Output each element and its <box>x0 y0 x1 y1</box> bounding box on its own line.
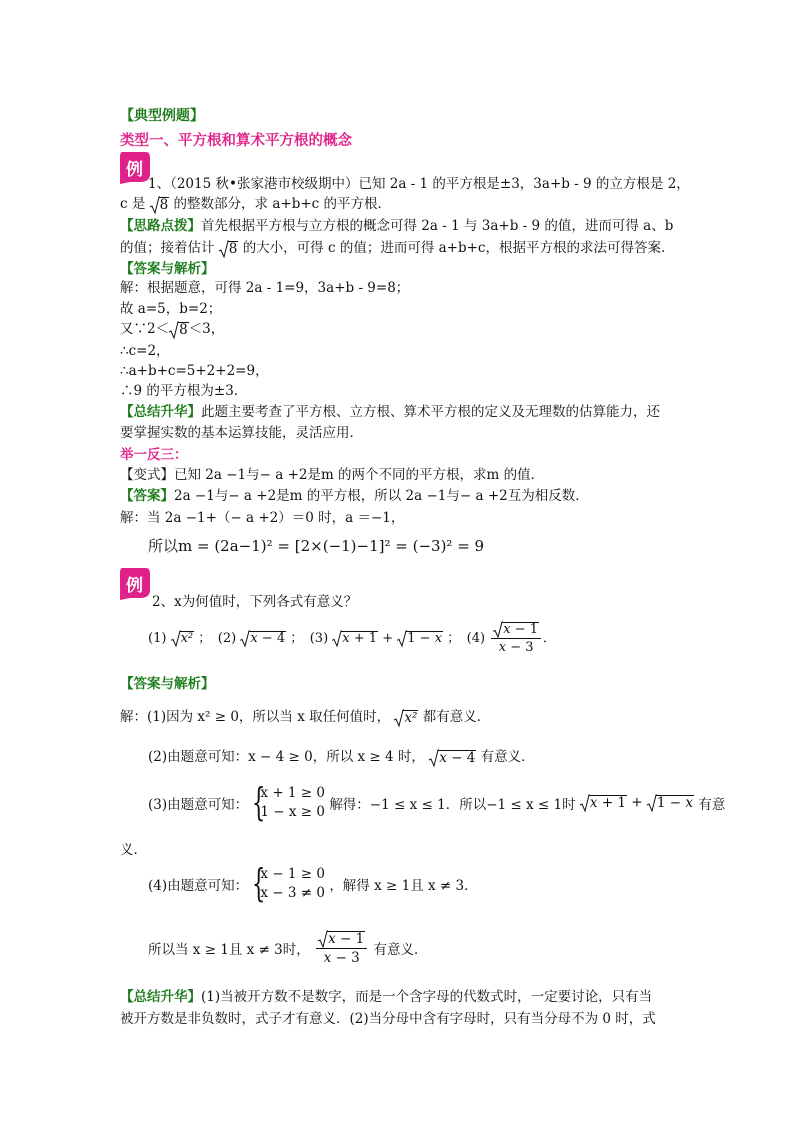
answer-label: 【答案与解析】 <box>120 261 215 277</box>
text: (4)由题意可知： <box>148 878 249 894</box>
example-badge-label: 例 <box>126 160 143 180</box>
sol-line3 <box>120 317 224 338</box>
inequality-system-4: { x − 1 ≥ 0 x − 3 ≠ 0 <box>252 861 326 905</box>
sqrt-8 <box>219 241 239 257</box>
answer-label: 【答案】 <box>120 488 174 504</box>
text: 的大小，可得 c 的值；进而可得 a+b+c，根据平方根的求法可得答案． <box>242 240 675 256</box>
sqrt-8 <box>150 197 170 213</box>
p4-line <box>148 861 478 905</box>
text: 2a −1与− a +2是m 的平方根，所以 2a −1与− a +2互为相反数． <box>174 488 589 504</box>
text: 都有意义． <box>422 709 491 725</box>
text: 有意义． <box>373 941 428 958</box>
sqrt-1-minus-x: 1 − x <box>647 795 694 811</box>
type1-title: 类型一、平方根和算术平方根的概念 <box>120 133 352 149</box>
sol-line2: 故 a=5，b=2； <box>120 301 222 317</box>
example2-question: 2、x为何值时，下列各式有意义？ <box>152 594 358 610</box>
sqrt-8 <box>169 322 189 338</box>
p3-wrap: 义． <box>120 842 147 858</box>
system-line: 1 − x ≥ 0 <box>260 804 326 820</box>
text: (2)由题意可知：x − 4 ≥ 0，所以 x ≥ 4 时， <box>148 749 425 765</box>
period: ． <box>543 631 557 646</box>
system-line: x − 1 ≥ 0 <box>260 866 326 882</box>
sqrt-x-squared: x² <box>171 631 195 646</box>
sqrt-x-minus-4: x − 4 <box>240 631 286 646</box>
p2-line <box>148 745 535 766</box>
radicand: 8 <box>179 321 188 338</box>
text: 此题主要考查了平方根、立方根、算术平方根的定义及无理数的估算能力，还 <box>201 404 660 420</box>
example2-items: (1) x² ； (2) x − 4 ； (3) x + 1 + 1 − x ； (4) $\frac{x - 1}{x - 3}$ ． <box>148 622 557 655</box>
system-line: x + 1 ≥ 0 <box>260 785 326 801</box>
inequality-system-3: { x + 1 ≥ 0 1 − x ≥ 0 <box>252 780 326 824</box>
typical-examples-heading: 【典型例题】 <box>120 108 204 124</box>
radicand: 8 <box>159 196 169 213</box>
example1-line2 <box>120 192 391 213</box>
system-line: x − 3 ≠ 0 <box>260 885 326 901</box>
sqrt-x-squared: x² <box>394 710 418 726</box>
p5-line <box>148 930 427 966</box>
text: 的整数部分，求 a+b+c 的平方根． <box>173 196 392 212</box>
text: 的值；接着估计 <box>120 240 215 256</box>
summary2-line2: 被开方数是非负数时，式子才有意义．(2)当分母中含有字母时，只有当分母不为 0 时，式 <box>120 1011 656 1027</box>
text: ＜3， <box>188 321 225 337</box>
item-1-label: (1) <box>148 631 167 646</box>
text: 有意义． <box>480 749 535 765</box>
sol-line6: ∴9 的平方根为±3． <box>120 383 248 399</box>
text: (3)由题意可知： <box>148 797 249 813</box>
p1-line <box>120 705 490 726</box>
sqrt-x-minus-4: x − 4 <box>429 750 476 766</box>
text: c 是 <box>120 196 146 212</box>
text: 又∵2＜ <box>120 321 170 337</box>
text: ，解得 x ≥ 1且 x ≠ 3． <box>329 878 478 894</box>
text: 解：(1)因为 x² ≥ 0，所以当 x 取任何值时， <box>120 709 391 725</box>
practice-m-formula: 所以m = (2a−1)² = [2×(−1)−1]² = (−3)² = 9 <box>148 537 485 555</box>
practice-title: 举一反三： <box>120 447 188 463</box>
sqrt-x-plus-1: x + 1 <box>332 631 378 646</box>
summary-label: 【总结升华】 <box>120 989 201 1005</box>
text: 解得：−1 ≤ x ≤ 1．所以−1 ≤ x ≤ 1时 <box>329 797 576 813</box>
text: 首先根据平方根与立方根的概念可得 2a - 1 与 3a+b - 9 的值，进而可得 a、b <box>201 218 674 234</box>
practice-sol-line: 解：当 2a −1+（− a +2）＝0 时，a ＝−1， <box>120 510 405 526</box>
sol-line4: ∴c=2， <box>120 343 170 359</box>
text: (1)当被开方数不是数字，而是一个含字母的代数式时，一定要讨论，只有当 <box>201 989 653 1005</box>
practice-answer-line <box>120 484 589 504</box>
hint-line2 <box>120 236 675 257</box>
fraction-sqrt-x-1-over-x-3: $\frac{x - 1}{x - 3}$ <box>491 622 541 655</box>
variant-line: 【变式】已知 2a −1与− a +2是m 的两个不同的平方根，求m 的值． <box>120 467 545 483</box>
text: 所以当 x ≥ 1且 x ≠ 3时， <box>148 941 310 958</box>
hint-label: 【思路点拨】 <box>120 218 201 234</box>
answer-label-2: 【答案与解析】 <box>120 676 215 692</box>
item-3-label: ； (3) <box>290 631 329 646</box>
item-2-label: ； (2) <box>198 631 237 646</box>
sol-line5: ∴a+b+c=5+2+2=9， <box>120 363 269 379</box>
example-badge-label: 例 <box>126 576 143 596</box>
summary-label: 【总结升华】 <box>120 404 201 420</box>
example1-line1: 1、（2015 秋•张家港市校级期中）已知 2a - 1 的平方根是±3，3a+b - 9 的立方根是 2， <box>148 176 690 192</box>
fraction-sqrt-x-1-over-x-3: $\frac{x - 1}{x - 3}$ <box>316 930 367 966</box>
sol-line1: 解：根据题意，可得 2a - 1=9，3a+b - 9=8； <box>120 280 410 296</box>
radicand: 8 <box>228 240 238 257</box>
hint-line1 <box>120 214 673 234</box>
summary-line2: 要掌握实数的基本运算技能，灵活应用． <box>120 425 363 441</box>
item-4-label: ； (4) <box>447 631 486 646</box>
sqrt-1-minus-x: 1 − x <box>397 631 443 646</box>
p3-line: (3)由题意可知： { x + 1 ≥ 0 1 − x ≥ 0 解得：−1 ≤ x ≤ 1．所以−1 ≤ x ≤ 1时 x + 1 + 1 − x 有意 <box>148 780 726 824</box>
text: 有意 <box>698 797 726 813</box>
summary-line1 <box>120 400 660 420</box>
summary2-line1 <box>120 985 652 1005</box>
sqrt-x-plus-1: x + 1 <box>580 795 627 811</box>
